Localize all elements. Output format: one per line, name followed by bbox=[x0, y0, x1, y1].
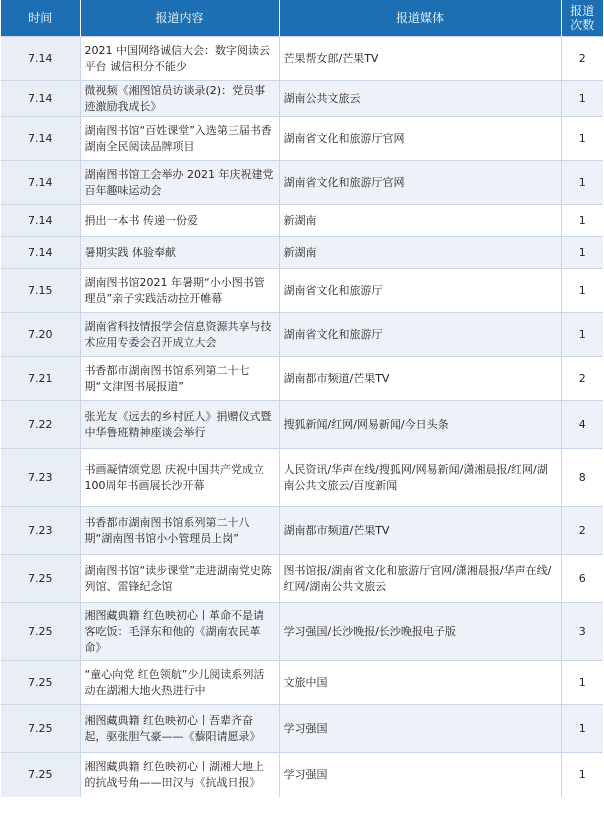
row-media: 湖南都市频道/芒果TV bbox=[279, 507, 561, 555]
row-date: 7.14 bbox=[1, 37, 80, 81]
row-date: 7.14 bbox=[1, 237, 80, 269]
row-media: 新湖南 bbox=[279, 237, 561, 269]
row-count: 1 bbox=[561, 161, 603, 205]
row-count: 1 bbox=[561, 205, 603, 237]
row-content: “童心向党 红色领航”少儿阅读系列活动在湖湘大地火热进行中 bbox=[80, 661, 279, 705]
header-count-label: 报道次数 bbox=[570, 4, 595, 32]
row-date: 7.25 bbox=[1, 753, 80, 797]
table-row bbox=[1, 401, 603, 449]
row-content: 捐出一本书 传递一份爱 bbox=[80, 205, 279, 237]
row-date: 7.20 bbox=[1, 313, 80, 357]
row-content: 微视频《湘图馆员访谈录(2)：党员事迹激励我成长》 bbox=[80, 81, 279, 117]
row-count: 1 bbox=[561, 269, 603, 313]
row-count: 1 bbox=[561, 237, 603, 269]
row-date: 7.23 bbox=[1, 449, 80, 507]
row-media: 湖南省文化和旅游厅 bbox=[279, 269, 561, 313]
row-date: 7.14 bbox=[1, 205, 80, 237]
row-content: 书香都市湖南图书馆系列第二十七期“文津图书展报道” bbox=[80, 357, 279, 401]
table-row bbox=[1, 269, 603, 313]
row-content: 湘图藏典籍 红色映初心丨湖湘大地上的抗战号角——田汉与《抗战日报》 bbox=[80, 753, 279, 797]
row-media: 湖南都市频道/芒果TV bbox=[279, 357, 561, 401]
table-body bbox=[1, 37, 603, 797]
row-date: 7.25 bbox=[1, 661, 80, 705]
row-content: 张光友《远去的乡村匠人》捐赠仪式暨中华鲁班精神座谈会举行 bbox=[80, 401, 279, 449]
row-content: 湖南图书馆“读步课堂”走进湖南党史陈列馆、雷锋纪念馆 bbox=[80, 555, 279, 603]
row-content: 湘图藏典籍 红色映初心丨吾辈齐奋起，驱张胆气豪——《藜阳请愿录》 bbox=[80, 705, 279, 753]
row-count: 2 bbox=[561, 507, 603, 555]
row-date: 7.14 bbox=[1, 117, 80, 161]
row-media: 湖南公共文旅云 bbox=[279, 81, 561, 117]
row-media: 搜狐新闻/红网/网易新闻/今日头条 bbox=[279, 401, 561, 449]
row-date: 7.14 bbox=[1, 81, 80, 117]
row-date: 7.23 bbox=[1, 507, 80, 555]
table-row bbox=[1, 205, 603, 237]
row-date: 7.25 bbox=[1, 555, 80, 603]
row-media: 学习强国 bbox=[279, 753, 561, 797]
row-content: 湖南图书馆工会举办 2021 年庆祝建党百年趣味运动会 bbox=[80, 161, 279, 205]
row-count: 6 bbox=[561, 555, 603, 603]
row-content: 暑期实践 体验奉献 bbox=[80, 237, 279, 269]
row-media: 新湖南 bbox=[279, 205, 561, 237]
row-content: 书香都市湖南图书馆系列第二十八期“湖南图书馆小小管理员上岗” bbox=[80, 507, 279, 555]
row-media: 学习强国/长沙晚报/长沙晚报电子版 bbox=[279, 603, 561, 661]
row-count: 4 bbox=[561, 401, 603, 449]
table-row bbox=[1, 705, 603, 753]
report-table bbox=[1, 0, 603, 797]
row-count: 1 bbox=[561, 117, 603, 161]
row-media: 图书馆报/湖南省文化和旅游厅官网/潇湘晨报/华声在线/红网/湖南公共文旅云 bbox=[279, 555, 561, 603]
row-count: 2 bbox=[561, 37, 603, 81]
row-content: 书画凝情颂党恩 庆祝中国共产党成立100周年书画展长沙开幕 bbox=[80, 449, 279, 507]
row-content: 2021 中国网络诚信大会：数字阅读云平台 诚信积分不能少 bbox=[80, 37, 279, 81]
row-date: 7.14 bbox=[1, 161, 80, 205]
row-media: 芒果帮女郎/芒果TV bbox=[279, 37, 561, 81]
row-date: 7.15 bbox=[1, 269, 80, 313]
row-date: 7.21 bbox=[1, 357, 80, 401]
header-content: 报道内容 bbox=[80, 0, 279, 37]
header-count bbox=[561, 0, 603, 37]
row-count: 8 bbox=[561, 449, 603, 507]
table-row bbox=[1, 237, 603, 269]
table-row bbox=[1, 555, 603, 603]
header-row bbox=[1, 0, 603, 37]
row-date: 7.25 bbox=[1, 603, 80, 661]
table-row bbox=[1, 37, 603, 81]
row-count: 1 bbox=[561, 81, 603, 117]
table-row bbox=[1, 357, 603, 401]
row-media: 学习强国 bbox=[279, 705, 561, 753]
table-row bbox=[1, 661, 603, 705]
table-row bbox=[1, 449, 603, 507]
table-row bbox=[1, 117, 603, 161]
row-content: 湖南图书馆2021 年暑期“小小图书管理员”亲子实践活动拉开帷幕 bbox=[80, 269, 279, 313]
row-content: 湖南图书馆“百姓课堂”入选第三届书香湖南全民阅读品牌项目 bbox=[80, 117, 279, 161]
row-count: 1 bbox=[561, 705, 603, 753]
row-count: 3 bbox=[561, 603, 603, 661]
row-media: 人民资讯/华声在线/搜狐网/网易新闻/潇湘晨报/红网/湖南公共文旅云/百度新闻 bbox=[279, 449, 561, 507]
table-row bbox=[1, 81, 603, 117]
row-content: 湖南省科技情报学会信息资源共享与技术应用专委会召开成立大会 bbox=[80, 313, 279, 357]
header-media: 报道媒体 bbox=[279, 0, 561, 37]
row-media: 文旅中国 bbox=[279, 661, 561, 705]
header-date: 时间 bbox=[1, 0, 80, 37]
row-media: 湖南省文化和旅游厅官网 bbox=[279, 161, 561, 205]
row-count: 1 bbox=[561, 753, 603, 797]
row-content: 湘图藏典籍 红色映初心丨革命不是请客吃饭：毛泽东和他的《湖南农民革命》 bbox=[80, 603, 279, 661]
table-row bbox=[1, 753, 603, 797]
row-media: 湖南省文化和旅游厅 bbox=[279, 313, 561, 357]
row-date: 7.22 bbox=[1, 401, 80, 449]
table-header bbox=[1, 0, 603, 37]
row-count: 1 bbox=[561, 313, 603, 357]
row-count: 1 bbox=[561, 661, 603, 705]
table-row bbox=[1, 161, 603, 205]
row-count: 2 bbox=[561, 357, 603, 401]
row-date: 7.25 bbox=[1, 705, 80, 753]
row-media: 湖南省文化和旅游厅官网 bbox=[279, 117, 561, 161]
table-row bbox=[1, 313, 603, 357]
table-row bbox=[1, 507, 603, 555]
table-row bbox=[1, 603, 603, 661]
